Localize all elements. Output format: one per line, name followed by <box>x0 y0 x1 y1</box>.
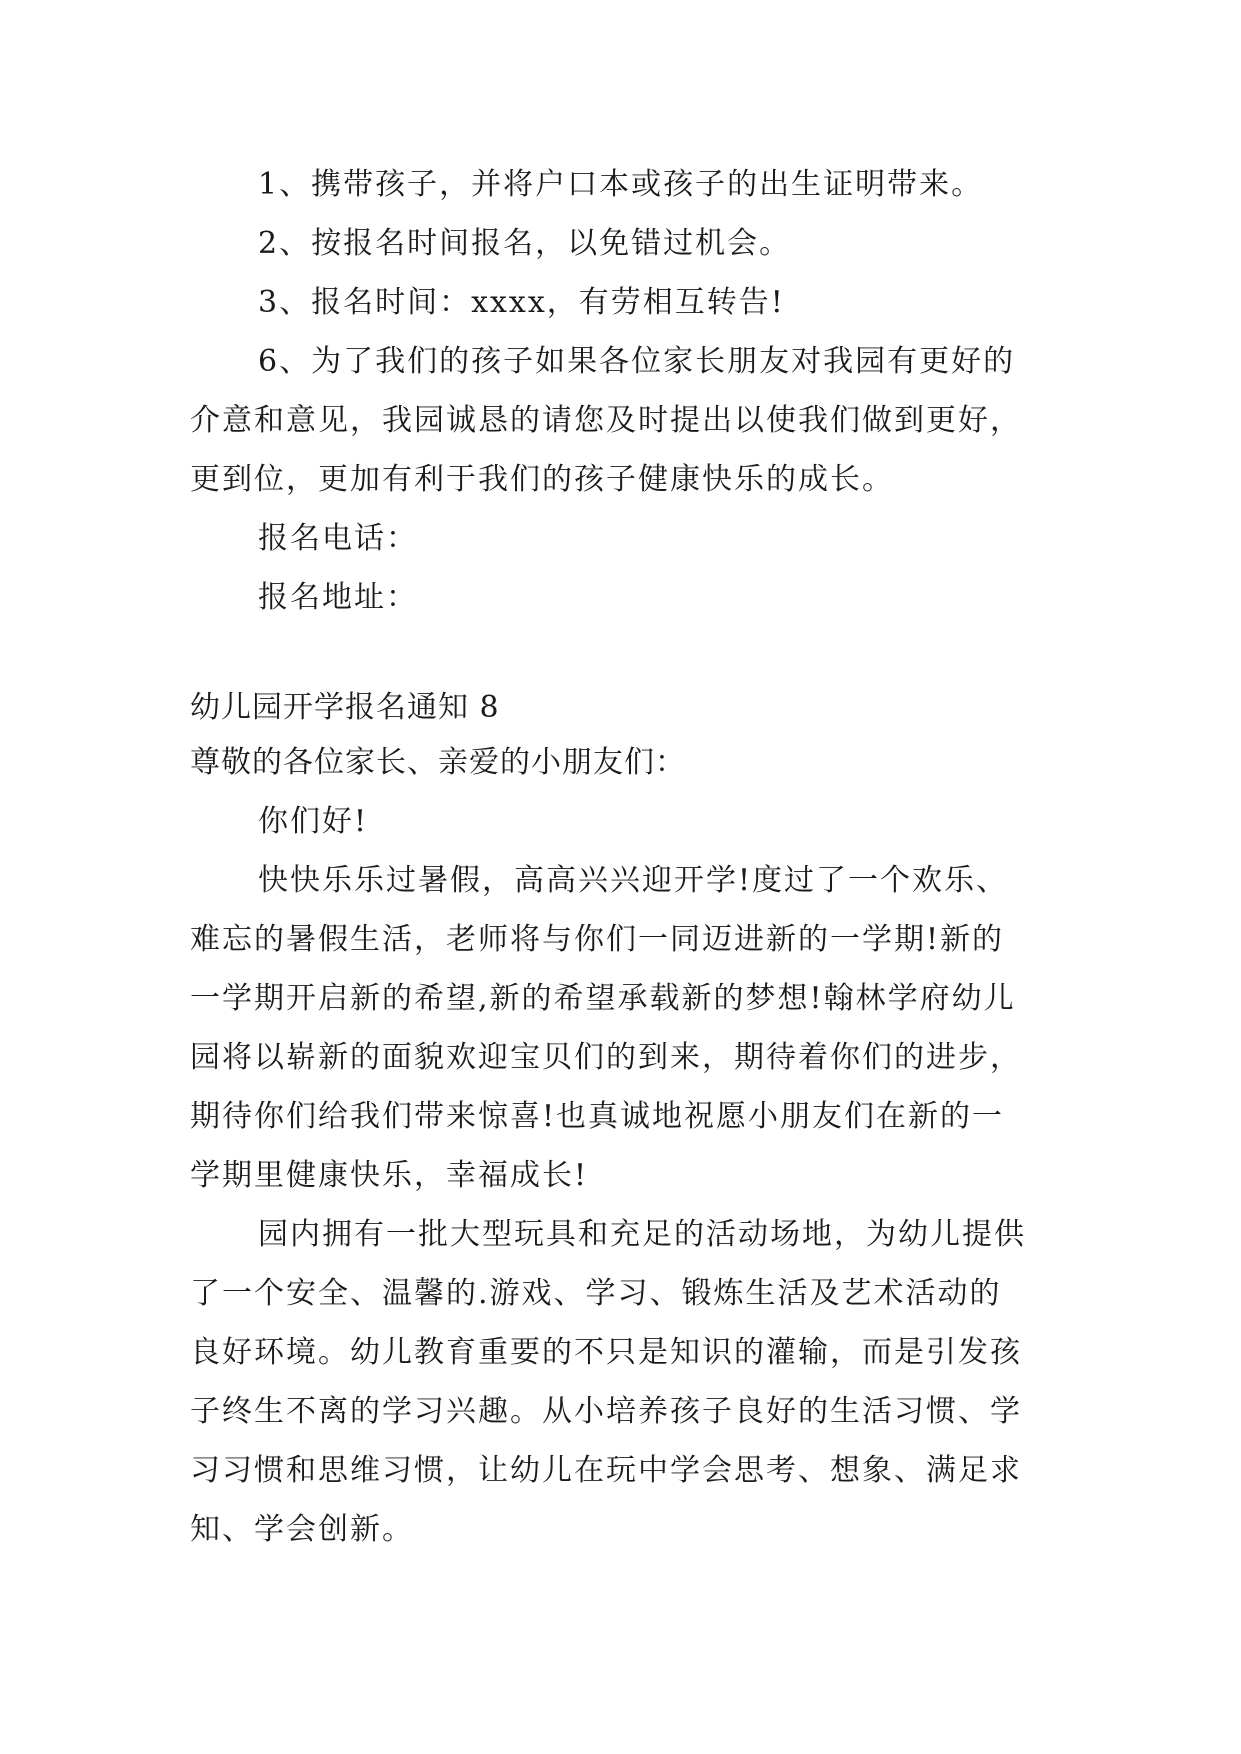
paragraph-2-line: 良好环境。幼儿教育重要的不只是知识的灌输，而是引发孩 <box>190 1335 1022 1370</box>
paragraph-1-line: 一学期开启新的希望,新的希望承载新的梦想!翰林学府幼儿 <box>190 981 1016 1016</box>
paragraph-2-line: 了一个安全、温馨的.游戏、学习、锻炼生活及艺术活动的 <box>190 1276 1002 1311</box>
registration-phone-label: 报名电话： <box>258 521 418 556</box>
salutation: 尊敬的各位家长、亲爱的小朋友们： <box>190 745 686 780</box>
paragraph-2-line: 习习惯和思维习惯，让幼儿在玩中学会思考、想象、满足求 <box>190 1453 1022 1488</box>
paragraph-1-line: 难忘的暑假生活，老师将与你们一同迈进新的一学期!新的 <box>190 922 1005 957</box>
requirement-item-2: 2、按报名时间报名，以免错过机会。 <box>258 226 792 261</box>
requirement-item-3: 3、报名时间：xxxx，有劳相互转告! <box>258 285 785 320</box>
paragraph-1-line: 期待你们给我们带来惊喜!也真诚地祝愿小朋友们在新的一 <box>190 1099 1005 1134</box>
registration-address-label: 报名地址： <box>258 580 418 615</box>
requirement-item-6-line: 更到位，更加有利于我们的孩子健康快乐的成长。 <box>190 462 894 497</box>
requirement-item-6-line: 6、为了我们的孩子如果各位家长朋友对我园有更好的 <box>258 344 1016 379</box>
paragraph-2-line: 子终生不离的学习兴趣。从小培养孩子良好的生活习惯、学 <box>190 1394 1022 1429</box>
requirement-item-6-line: 介意和意见，我园诚恳的请您及时提出以使我们做到更好， <box>190 403 1022 438</box>
paragraph-1-line: 学期里健康快乐，幸福成长! <box>190 1158 589 1193</box>
paragraph-2-line: 园内拥有一批大型玩具和充足的活动场地，为幼儿提供 <box>258 1217 1026 1252</box>
paragraph-2-line: 知、学会创新。 <box>190 1512 414 1547</box>
requirement-item-1: 1、携带孩子，并将户口本或孩子的出生证明带来。 <box>258 167 984 202</box>
greeting: 你们好! <box>258 804 369 839</box>
paragraph-1-line: 快快乐乐过暑假，高高兴兴迎开学!度过了一个欢乐、 <box>258 863 1009 898</box>
paragraph-1-line: 园将以崭新的面貌欢迎宝贝们的到来，期待着你们的进步， <box>190 1040 1022 1075</box>
notice-title: 幼儿园开学报名通知 8 <box>190 690 500 725</box>
